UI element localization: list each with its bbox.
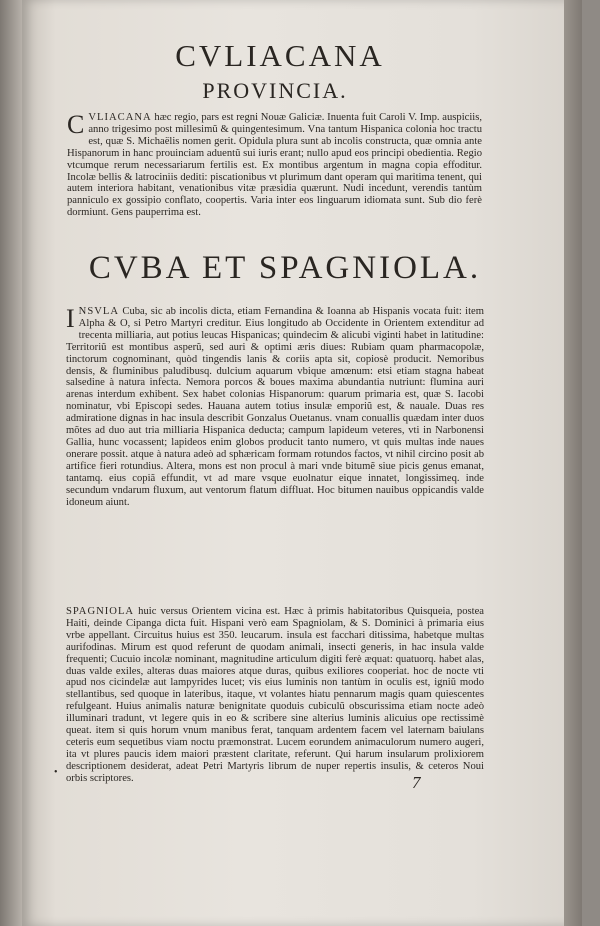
section-subtitle-provincia: PROVINCIA.	[202, 78, 348, 103]
paragraph-text: huic versus Orientem vicina est. Hæc à primis habitatoribus Quisqueia, postea Haiti, deinde Cipanga dicta fuit. Hispani verò eam Spagniolam, & S. Dominici à primaria eius vrbe appellant. Circuitus huius est 350. leucarum. insula est facchari ditissima, habetque multas aurifodinas. Mirum est quod referunt de quodam animali, insecti generis, in hac insula valde frequenti; Cucuio incolæ nominant, magnitudine articulum digiti ferè æquat: quatuorq. habet alas, duas valde exiles, alteras duas maiores atque duras, quibus exiliores cooperiat. hoc de nocte vti apud nos cicindelæ aut lampyrides lucet; vis eius luminis non tantùm in oculis est, igniũ modo stellantibus, sed quoque in lateribus, itaque, vt volantes hiatu pennarum magis quam quiescentes refulgeant. Huius animalis naturæ benignitate quoduis cubiculũ obscurissima etiam nocte adeò illuminari tradunt, vt legere quis in eo & scribere sine alterius luminis alicuius ope rectissimè queat. item si quis horum vnum manibus ferat, tanquam ardentem facem vel laternam baiulans ceteris eum sequetibus viam noctu præmonstrat. Lucem eorundem animaculorum numero augeri, ita vt plures paucis idem maiori præstent claritate, referunt. Qui harum insularum prolixiorem descriptionem desiderat, adeat Petri Martyris librum de nuper repertis insulis, & ceteros Noui orbis scriptores.	[66, 606, 484, 784]
lead-word: SPAGNIOLA	[66, 606, 135, 617]
page-right-edge	[564, 0, 582, 926]
section-title-culiacana: CVLIACANA	[175, 38, 385, 73]
paragraph-culiacana	[67, 112, 482, 219]
page-binding-edge	[0, 0, 22, 926]
section-title-cuba-spagniola: CVBA ET SPAGNIOLA.	[88, 250, 482, 286]
paragraph-text: Cuba, sic ab incolis dicta, etiam Fernandina & Ioanna ab Hispanis vocata fuit: item Alpha & O, si Petro Martyri creditur. Eius longitudo ab Occidente in Orientem extenditur ad trecenta milliaria, aut potius leucas Hispanicas; quindecim & alicubi viginti habet in latitudine: Territoriũ est montibus asperũ, sed auri & optimi æris diues: Rubiam quam pharmacopolæ, tinctorum cognominant, quòd tingendis lanis & coriis apta sit, copiosè producit. Nemoribus densis, & fluminibus paludibusq. dulcium aquarum vbique amœnum: etsi etiam stagna habeat salsedine à natura infecta. Nemora porcos & boues maxima abundantia nutriunt: flumina auri arenas interdum exhibent. Sex habet colonias Hispanorum: quarum primaria est, quæ S. Iacobi nominatur, vbi Episcopi sedes. Hauana autem totius insulæ emporiũ est, & nauale. Duas res admiratione dignas in hac insula describit Gonzalus Ouetanus. vnam conuallis quædam inter duos mõtes ad duo aut tria milliaria Hispanica deducta; campum lapideum veteres, vti in Narbonensi Gallia, hunc vocassent; lapideos enim globos producit tanto numero, vt quis multas inde naues onerare possit. atque à natura adeò ad sphæricam formam rotundos factos, vt nihil circino posit ab artifice fieri rotundius. Altera, mons est non procul à mari vnde bitumẽ siue picis genus emanat, tantamq. eius copiã effundit, vt ad mare vsque euolnatur eique innatet, longissimeq. inde secundum vndarum fluxum, aut ventorum flatum diffluat. Hoc bitumen nauibus oppicandis valde idoneum aiunt.	[66, 306, 484, 508]
lead-word: NSVLA	[78, 306, 119, 317]
margin-marker: •	[54, 767, 58, 778]
drop-cap: C	[67, 110, 85, 139]
paragraph-cuba	[66, 306, 484, 508]
lead-word: VLIACANA	[88, 112, 152, 123]
paragraph-spagniola	[66, 606, 484, 785]
paragraph-text: hæc regio, pars est regni Nouæ Galiciæ. Inuenta fuit Caroli V. Imp. auspiciis, anno trigesimo post millesimũ & quingentesimum. Vna tantum Hispanica colonia hoc tractu est, quæ S. Michaëlis nomen gerit. Opidula plura sunt ab incolis constructa, quæ omnia ante Hispanorum in hanc prouinciam aduentũ sui iuris erant; nullo apud eos principi obedientia. Regio vtcumque rerum necessariarum fertilis est. Ex montibus argentum in magna copia effoditur. Incolæ bellis & latrociniis dediti: piscationibus vt plurimum dant operam qui maritima tenent, qui autem interiora habitant, venationibus vitæ præsidia quærunt. Nudi incedunt, verendis tantùm panniculo ex gossipio conflato, coopertis. Varia inter eos linguarum idiomata sunt. Sub dio ferè dormiunt. Gens pauperrima est.	[67, 112, 482, 219]
drop-cap: I	[66, 304, 75, 333]
page-number: 7	[412, 773, 421, 792]
